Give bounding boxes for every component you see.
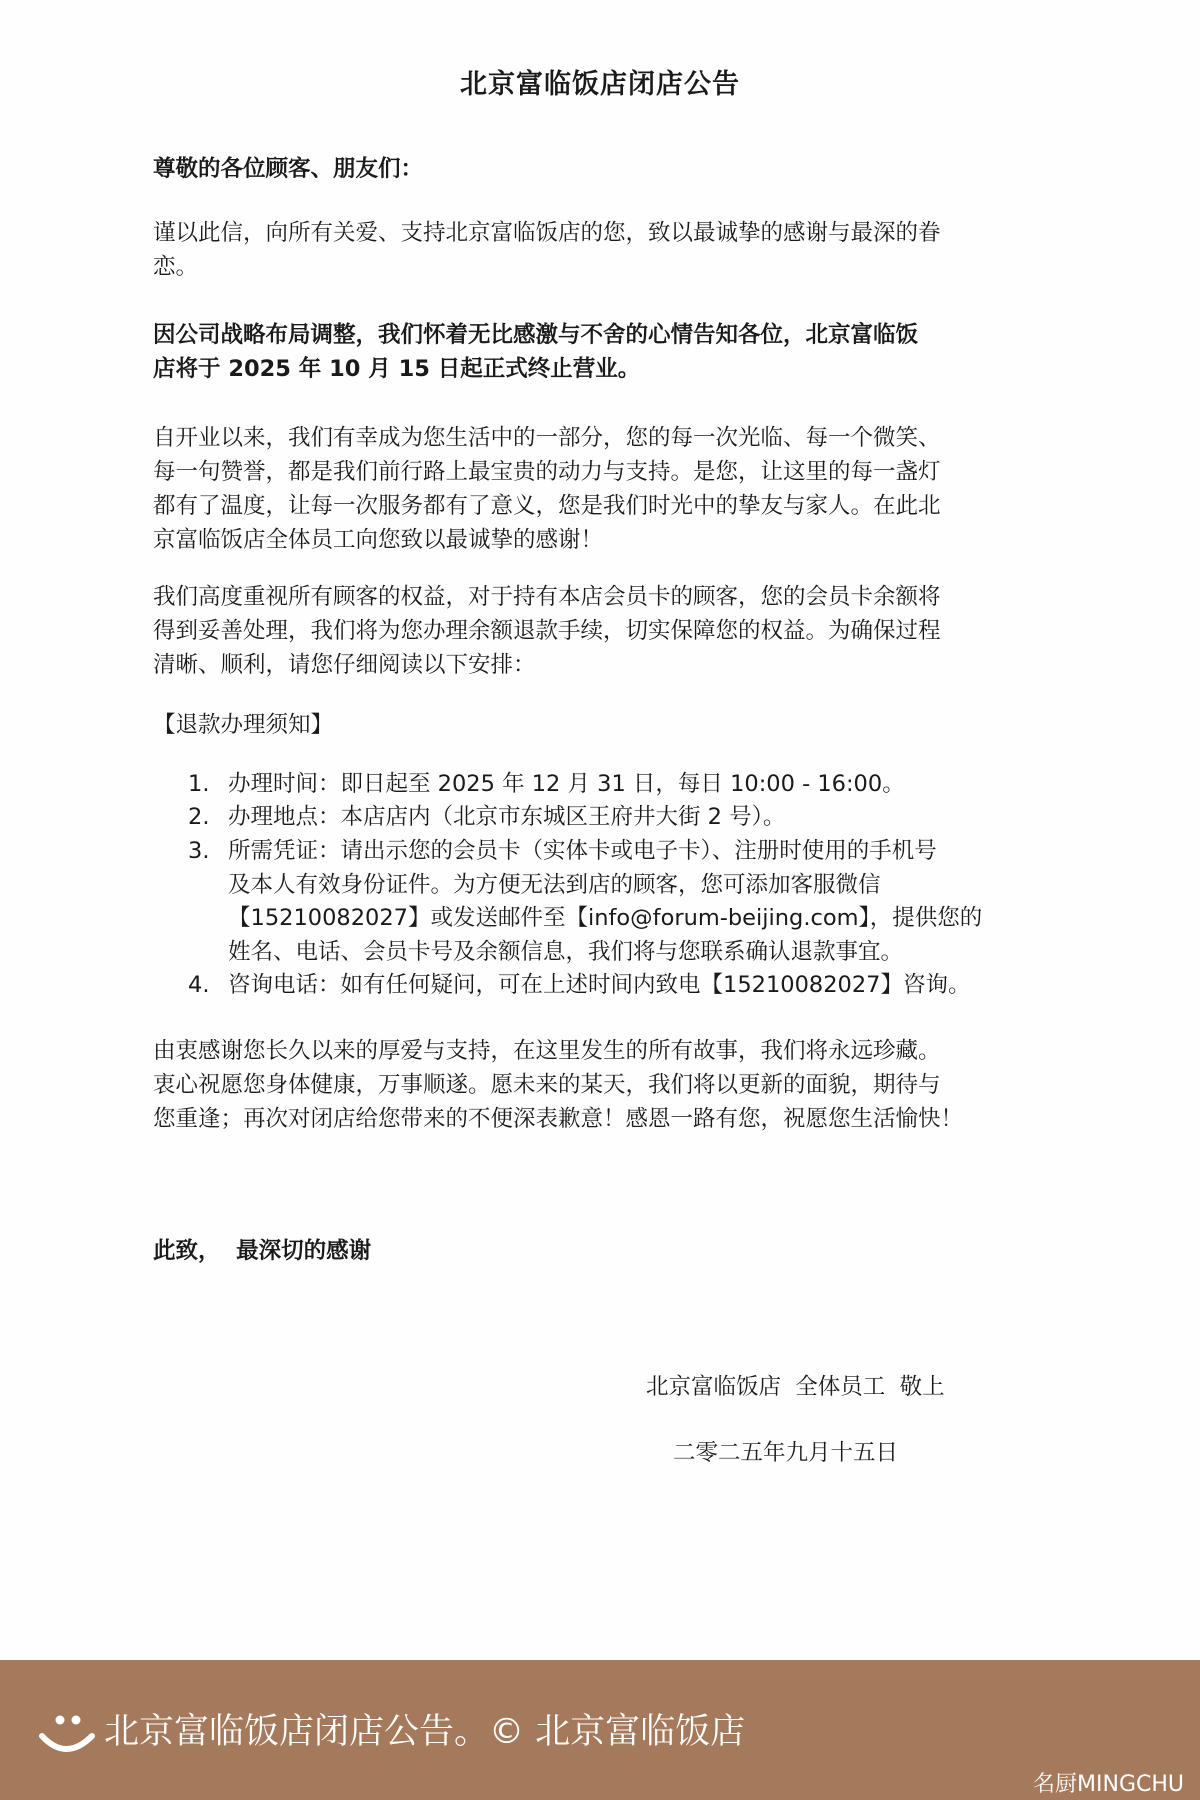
list-number: 2. <box>188 804 210 830</box>
smile-logo-icon <box>38 1714 96 1758</box>
para4-line1: 我们高度重视所有顾客的权益，对于持有本店会员卡的顾客，您的会员卡余额将 <box>153 584 941 610</box>
list-item-2 <box>188 806 785 829</box>
refund-heading: 【退款办理须知】 <box>153 712 334 738</box>
watermark: 名厨MINGCHU <box>1033 1772 1184 1797</box>
para3-line4: 京富临饭店全体员工向您致以最诚挚的感谢！ <box>153 527 604 553</box>
image-caption: 北京富临饭店闭店公告。© 北京富临饭店 <box>104 1712 746 1752</box>
para1-line1: 谨以此信，向所有关爱、支持北京富临饭店的您，致以最诚挚的感谢与最深的眷 <box>153 220 941 246</box>
para3-line1: 自开业以来，我们有幸成为您生活中的一部分，您的每一次光临、每一个微笑、 <box>153 425 941 451</box>
list-item-1 <box>188 773 905 796</box>
list-item-3-line4: 姓名、电话、会员卡号及余额信息，我们将与您联系确认退款事宜。 <box>228 939 904 965</box>
para5-line2: 衷心祝愿您身体健康，万事顺遂。愿未来的某天，我们将以更新的面貌，期待与 <box>153 1072 941 1098</box>
notice-title: 北京富临饭店闭店公告 <box>460 69 740 100</box>
list-item-3-line3: 【15210082027】或发送邮件至【info@forum-beijing.com】，提供您的 <box>228 905 983 931</box>
para4-line3: 清晰、顺利，请您仔细阅读以下安排： <box>153 652 536 678</box>
list-item-3 <box>188 840 937 863</box>
list-number: 1. <box>188 771 210 797</box>
closing: 此致， 最深切的感谢 <box>153 1238 372 1264</box>
para3-line2: 每一句赞誉，都是我们前行路上最宝贵的动力与支持。是您，让这里的每一盏灯 <box>153 459 941 485</box>
date: 二零二五年九月十五日 <box>673 1440 899 1466</box>
para1-line2: 恋。 <box>153 254 199 280</box>
list-number: 4. <box>188 972 210 998</box>
caption-bar <box>0 1660 1200 1800</box>
para3-line3: 都有了温度，让每一次服务都有了意义，您是我们时光中的挚友与家人。在此北 <box>153 493 941 519</box>
list-text: 办理时间：即日起至 2025 年 12 月 31 日，每日 10:00 - 16:00。 <box>228 771 905 797</box>
para2-line1: 因公司战略布局调整，我们怀着无比感激与不舍的心情告知各位，北京富临饭 <box>153 322 919 348</box>
para5-line1: 由衷感谢您长久以来的厚爱与支持，在这里发生的所有故事，我们将永远珍藏。 <box>153 1038 941 1064</box>
para2-line2: 店将于 2025 年 10 月 15 日起正式终止营业。 <box>153 356 641 382</box>
signature: 北京富临饭店 全体员工 敬上 <box>646 1374 945 1400</box>
para5-line3: 您重逢；再次对闭店给您带来的不便深表歉意！感恩一路有您，祝愿您生活愉快！ <box>153 1106 964 1132</box>
list-item-4 <box>188 974 970 997</box>
list-text: 所需凭证：请出示您的会员卡（实体卡或电子卡）、注册时使用的手机号 <box>228 838 937 864</box>
list-text: 办理地点：本店店内（北京市东城区王府井大街 2 号）。 <box>228 804 786 830</box>
para4-line2: 得到妥善处理，我们将为您办理余额退款手续，切实保障您的权益。为确保过程 <box>153 618 941 644</box>
list-text: 咨询电话：如有任何疑问，可在上述时间内致电【15210082027】咨询。 <box>228 972 971 998</box>
greeting: 尊敬的各位顾客、朋友们： <box>153 156 424 182</box>
list-item-3-line2: 及本人有效身份证件。为方便无法到店的顾客，您可添加客服微信 <box>228 872 881 898</box>
list-number: 3. <box>188 838 210 864</box>
